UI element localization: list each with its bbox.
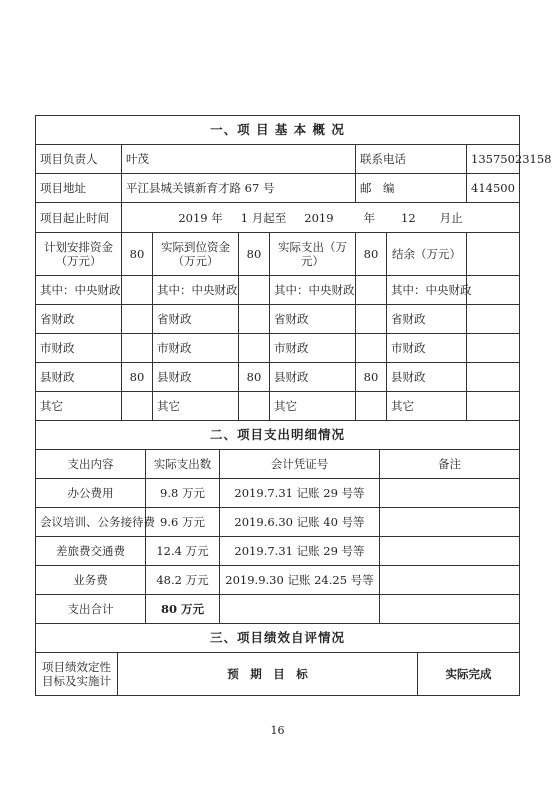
funds-row-v2: 80 [239, 363, 270, 392]
expense-voucher: 2019.7.31 记账 29 号等 [220, 537, 380, 566]
period-start-month: 1 月起至 [240, 210, 287, 225]
funds-row-v1 [122, 392, 153, 421]
expense-item: 业务费 [36, 566, 146, 595]
funds-row-v4 [467, 392, 520, 421]
received-funds-label: 实际到位资金（万元） [153, 233, 239, 276]
expense-total-row [36, 595, 520, 624]
funds-row-city [36, 334, 520, 363]
funds-row-v4 [467, 305, 520, 334]
planned-funds-value: 80 [122, 233, 153, 276]
expense-item: 会议培训、公务接待费 [36, 508, 146, 537]
funds-row-label: 其中：中央财政 [153, 276, 239, 305]
spent-funds-label: 实际支出（万元） [270, 233, 356, 276]
performance-table [35, 652, 520, 696]
balance-label: 结余（万元） [387, 233, 467, 276]
expense-total-value: 80 万元 [146, 595, 220, 624]
expense-total-label: 支出合计 [36, 595, 146, 624]
page-number: 16 [270, 724, 285, 737]
phone-label: 联系电话 [356, 145, 467, 174]
funds-row-v2 [239, 334, 270, 363]
section2-title: 二、项目支出明细情况 [36, 421, 520, 450]
funds-row-v1 [122, 276, 153, 305]
expense-amount: 12.4 万元 [146, 537, 220, 566]
funds-row-label: 其它 [153, 392, 239, 421]
funds-row-central [36, 276, 520, 305]
funds-row-label: 省财政 [36, 305, 122, 334]
section3-title: 三、项目绩效自评情况 [36, 624, 520, 653]
funds-row-label: 其中：中央财政 [270, 276, 356, 305]
postcode-value: 414500 [467, 174, 520, 203]
funds-row-v3 [356, 334, 387, 363]
period-end-year-unit: 年 [363, 210, 376, 225]
funds-row-v4 [467, 363, 520, 392]
expense-amount: 9.8 万元 [146, 479, 220, 508]
funds-row-province [36, 305, 520, 334]
funds-row-county [36, 363, 520, 392]
funds-row-label: 县财政 [36, 363, 122, 392]
funds-row-v4 [467, 276, 520, 305]
expense-row [36, 508, 520, 537]
funds-row-v1: 80 [122, 363, 153, 392]
received-funds-value: 80 [239, 233, 270, 276]
funds-row-label: 县财政 [153, 363, 239, 392]
period-end-month: 12 [401, 210, 416, 225]
expense-total-note [380, 595, 520, 624]
expense-header-note: 备注 [380, 450, 520, 479]
expense-note [380, 537, 520, 566]
period-end-year: 2019 [304, 210, 334, 225]
funds-row-label: 其中：中央财政 [387, 276, 467, 305]
period-row [36, 203, 520, 233]
funds-row-label: 其中：中央财政 [36, 276, 122, 305]
funds-header-row [36, 233, 520, 276]
postcode-label: 邮 编 [356, 174, 467, 203]
expense-note [380, 479, 520, 508]
expense-header-row [36, 450, 520, 479]
leader-value: 叶茂 [122, 145, 356, 174]
funds-row-label: 省财政 [270, 305, 356, 334]
leader-label: 项目负责人 [36, 145, 122, 174]
expense-voucher: 2019.9.30 记账 24.25 号等 [220, 566, 380, 595]
balance-value [467, 233, 520, 276]
funds-row-v3 [356, 392, 387, 421]
funds-row-v2 [239, 305, 270, 334]
funds-row-label: 其它 [36, 392, 122, 421]
section1-header-row [36, 116, 520, 145]
document-body [35, 115, 552, 696]
phone-value: 13575023158 [467, 145, 520, 174]
address-label: 项目地址 [36, 174, 122, 203]
funds-row-label: 市财政 [36, 334, 122, 363]
period-label: 项目起止时间 [36, 203, 122, 233]
expense-note [380, 566, 520, 595]
expense-voucher: 2019.7.31 记账 29 号等 [220, 479, 380, 508]
expense-header-item: 支出内容 [36, 450, 146, 479]
funds-row-v4 [467, 334, 520, 363]
expense-table [35, 449, 520, 653]
expense-row [36, 479, 520, 508]
funds-row-label: 省财政 [153, 305, 239, 334]
funds-row-v2 [239, 276, 270, 305]
expense-header-amount: 实际支出数 [146, 450, 220, 479]
funds-row-v3: 80 [356, 363, 387, 392]
performance-header-row [36, 653, 520, 696]
period-start-year: 2019 年 [178, 210, 223, 225]
address-row [36, 174, 520, 203]
expense-row [36, 566, 520, 595]
funds-row-label: 县财政 [387, 363, 467, 392]
funds-row-v2 [239, 392, 270, 421]
leader-row [36, 145, 520, 174]
planned-funds-label: 计划安排资金（万元） [36, 233, 122, 276]
section3-header-row [36, 624, 520, 653]
address-value: 平江县城关镇新育才路 67 号 [122, 174, 356, 203]
spent-funds-value: 80 [356, 233, 387, 276]
funds-row-label: 市财政 [270, 334, 356, 363]
funds-row-v1 [122, 334, 153, 363]
funds-row-v1 [122, 305, 153, 334]
funds-row-label: 其它 [270, 392, 356, 421]
expense-amount: 48.2 万元 [146, 566, 220, 595]
expense-total-voucher [220, 595, 380, 624]
funds-row-other [36, 392, 520, 421]
funds-row-v3 [356, 276, 387, 305]
funds-row-label: 市财政 [387, 334, 467, 363]
expense-amount: 9.6 万元 [146, 508, 220, 537]
expense-header-voucher: 会计凭证号 [220, 450, 380, 479]
funds-row-label: 县财政 [270, 363, 356, 392]
expense-note [380, 508, 520, 537]
expense-voucher: 2019.6.30 记账 40 号等 [220, 508, 380, 537]
performance-goal-label: 项目绩效定性目标及实施计 [36, 653, 118, 696]
expense-row [36, 537, 520, 566]
expense-item: 差旅费交通费 [36, 537, 146, 566]
funds-row-label: 省财政 [387, 305, 467, 334]
section2-header-row [36, 421, 520, 450]
actual-complete-label: 实际完成 [418, 653, 520, 696]
period-value [122, 203, 520, 233]
section1-title: 一、项 目 基 本 概 况 [36, 116, 520, 145]
expense-item: 办公费用 [36, 479, 146, 508]
project-table [35, 115, 552, 450]
period-end-month-unit: 月止 [439, 210, 463, 225]
expected-goal-label: 预 期 目 标 [118, 653, 418, 696]
funds-row-label: 其它 [387, 392, 467, 421]
funds-row-v3 [356, 305, 387, 334]
funds-row-label: 市财政 [153, 334, 239, 363]
